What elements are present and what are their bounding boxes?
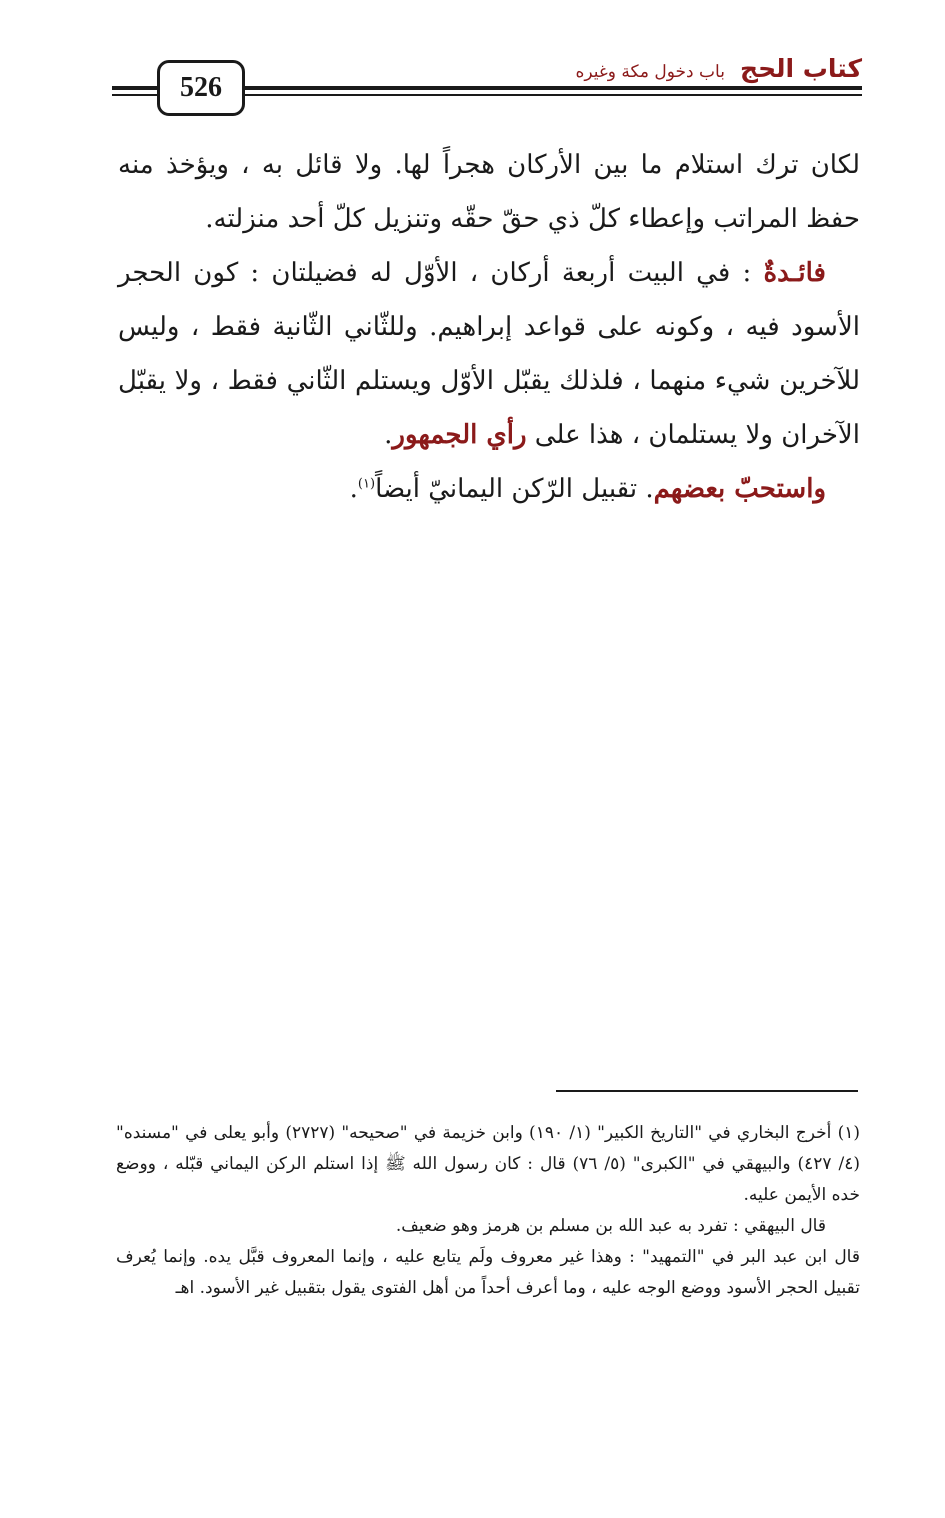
footnote-ref[interactable]: (١) [357,476,376,492]
footnote-1-ibn-abd-al-barr: قال ابن عبد البر في "التمهيد" : وهذا غير معروف ولَم يتابع عليه ، وإنما المعروف قبَّل يده. وإنما يُعرف تقبيل الحجر الأسود ووضع الوجه عليه ، وما أعرف أحداً من أهل الفتوى يقول بتقبيل غير الأسود. اهـ [116,1247,860,1298]
footnote-1: (١) أخرج البخاري في "التاريخ الكبير" (١/ ١٩٠) وابن خزيمة في "صحيحه" (٢٧٢٧) وأبو يعلى في "مسنده" (٤/ ٤٢٧) والبيهقي في "الكبرى" (٥/ ٧٦) قال : كان رسول الله ﷺ إذا استلم الركن اليماني قبّله ، ووضع خده الأيمن عليه. [116,1123,861,1205]
footnote-1-bayhaqi: قال البيهقي : تفرد به عبد الله بن مسلم بن هرمز وهو ضعيف. [395,1216,826,1236]
paragraph-2-end: . [384,420,393,450]
paragraph-1: لكان ترك استلام ما بين الأركان هجراً لها. ولا قائل به ، ويؤخذ منه حفظ المراتب وإعطاء كلّ ذي حقّ حقّه وتنزيل كلّ أحد منزلته. [118,150,860,234]
footnote-separator [556,1090,858,1092]
main-text [118,138,860,516]
page-number: 526 [157,60,245,116]
some-preferred-label: واستحبّ بعضهم [653,474,826,504]
paragraph-3-body: . تقبيل الرّكن اليمانيّ أيضاً [375,474,654,504]
paragraph-3-end: . [349,474,358,504]
running-head [575,54,862,83]
page-header [112,48,862,118]
benefit-label: فائـدةٌ [763,258,826,288]
paragraph-3 [118,462,860,516]
majority-opinion-highlight: رأي الجمهور [392,420,527,450]
paragraph-2 [118,246,860,462]
paragraph-2-body: : في البيت أربعة أركان ، الأوّل له فضيلتان : كون الحجر الأسود فيه ، وكونه على قواعد إبراهيم. وللثّاني الثّانية فقط ، وليس للآخرين شيء منهما ، فلذلك يقبّل الأوّل ويستلم الثّاني فقط ، ولا يقبّل الآخران ولا يستلمان ، هذا على [118,258,860,450]
book-title: كتاب الحج [740,54,862,83]
chapter-title: باب دخول مكة وغيره [575,62,725,82]
footnotes [116,1118,860,1304]
